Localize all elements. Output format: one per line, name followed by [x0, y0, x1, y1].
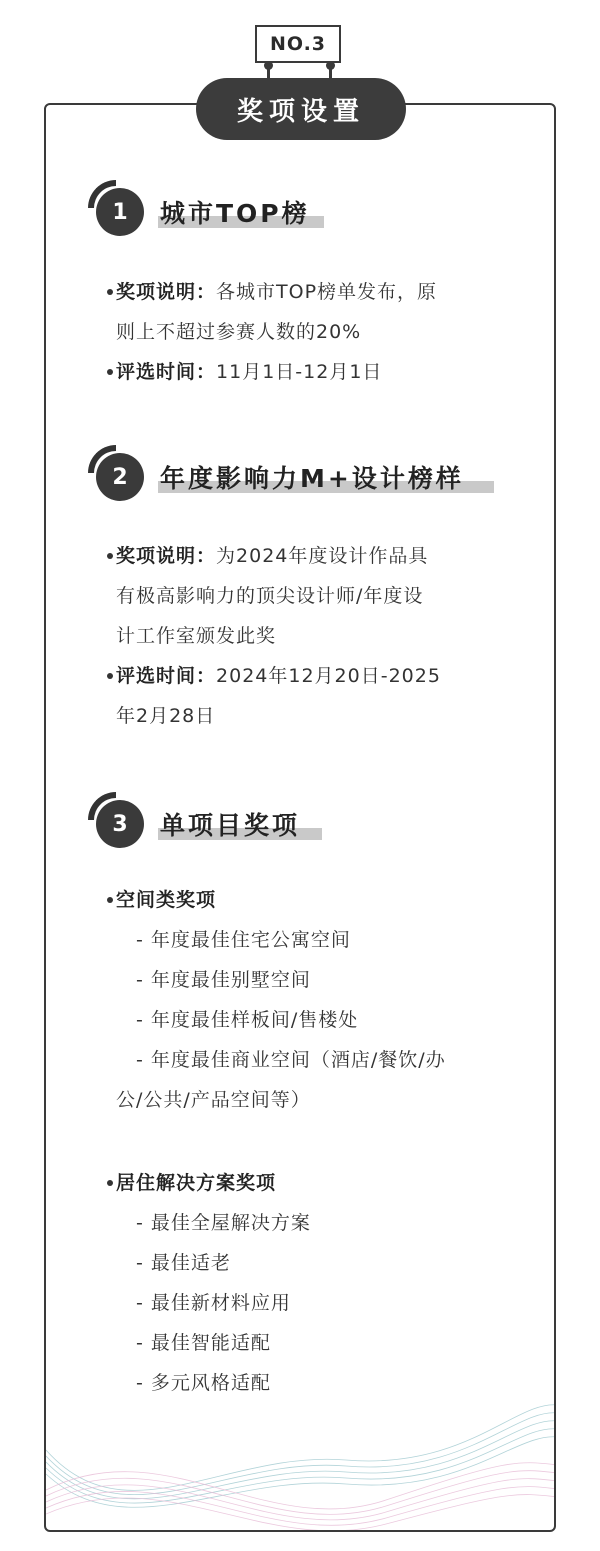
desc-text-cont: 则上不超过参赛人数的20%: [116, 321, 362, 343]
list-item: - 年度最佳别墅空间: [136, 969, 311, 991]
desc-label: 奖项说明：: [116, 545, 217, 567]
category-title: 居住解决方案奖项: [116, 1172, 277, 1194]
list-item: - 最佳适老: [136, 1252, 231, 1274]
decorative-waves: [46, 1390, 556, 1530]
section-number-tag: NO.3: [255, 25, 341, 63]
time-value: 2024年12月20日-2025: [216, 665, 441, 687]
category-title: 空间类奖项: [116, 889, 217, 911]
page-title: 奖项设置: [196, 78, 406, 140]
desc-text-cont: 计工作室颁发此奖: [116, 625, 277, 647]
section-number-badge: 2: [96, 453, 144, 501]
connector-right: [329, 61, 332, 79]
connector-left: [267, 61, 270, 79]
time-value-cont: 年2月28日: [116, 705, 216, 727]
category-space-items: [116, 920, 536, 1120]
category-space: [116, 880, 526, 920]
section-number-badge: 3: [96, 800, 144, 848]
award-description: [116, 272, 526, 352]
section-title: 单项目奖项: [160, 811, 301, 840]
selection-time: [116, 352, 526, 392]
desc-label: 奖项说明：: [116, 281, 217, 303]
list-item: - 最佳全屋解决方案: [136, 1212, 311, 1234]
time-label: 评选时间：: [116, 361, 217, 383]
desc-text-cont: 有极高影响力的顶尖设计师/年度设: [116, 585, 424, 607]
time-label: 评选时间：: [116, 665, 217, 687]
selection-time: [116, 656, 526, 736]
list-item: - 年度最佳商业空间（酒店/餐饮/办: [136, 1049, 446, 1071]
list-item: - 多元风格适配: [136, 1372, 271, 1394]
category-living: [116, 1163, 526, 1203]
desc-text: 各城市TOP榜单发布，原: [216, 281, 438, 303]
desc-text: 为2024年度设计作品具: [216, 545, 429, 567]
section-title: 城市TOP榜: [160, 199, 310, 228]
list-item: - 最佳新材料应用: [136, 1292, 291, 1314]
list-item: - 最佳智能适配: [136, 1332, 271, 1354]
list-item: 公/公共/产品空间等）: [116, 1089, 311, 1111]
list-item: - 年度最佳样板间/售楼处: [136, 1009, 359, 1031]
list-item: - 年度最佳住宅公寓空间: [136, 929, 351, 951]
category-living-items: [136, 1203, 536, 1403]
award-description: [116, 536, 526, 656]
section-number-badge: 1: [96, 188, 144, 236]
section-title: 年度影响力M+设计榜样: [160, 464, 464, 493]
time-value: 11月1日-12月1日: [216, 361, 383, 383]
